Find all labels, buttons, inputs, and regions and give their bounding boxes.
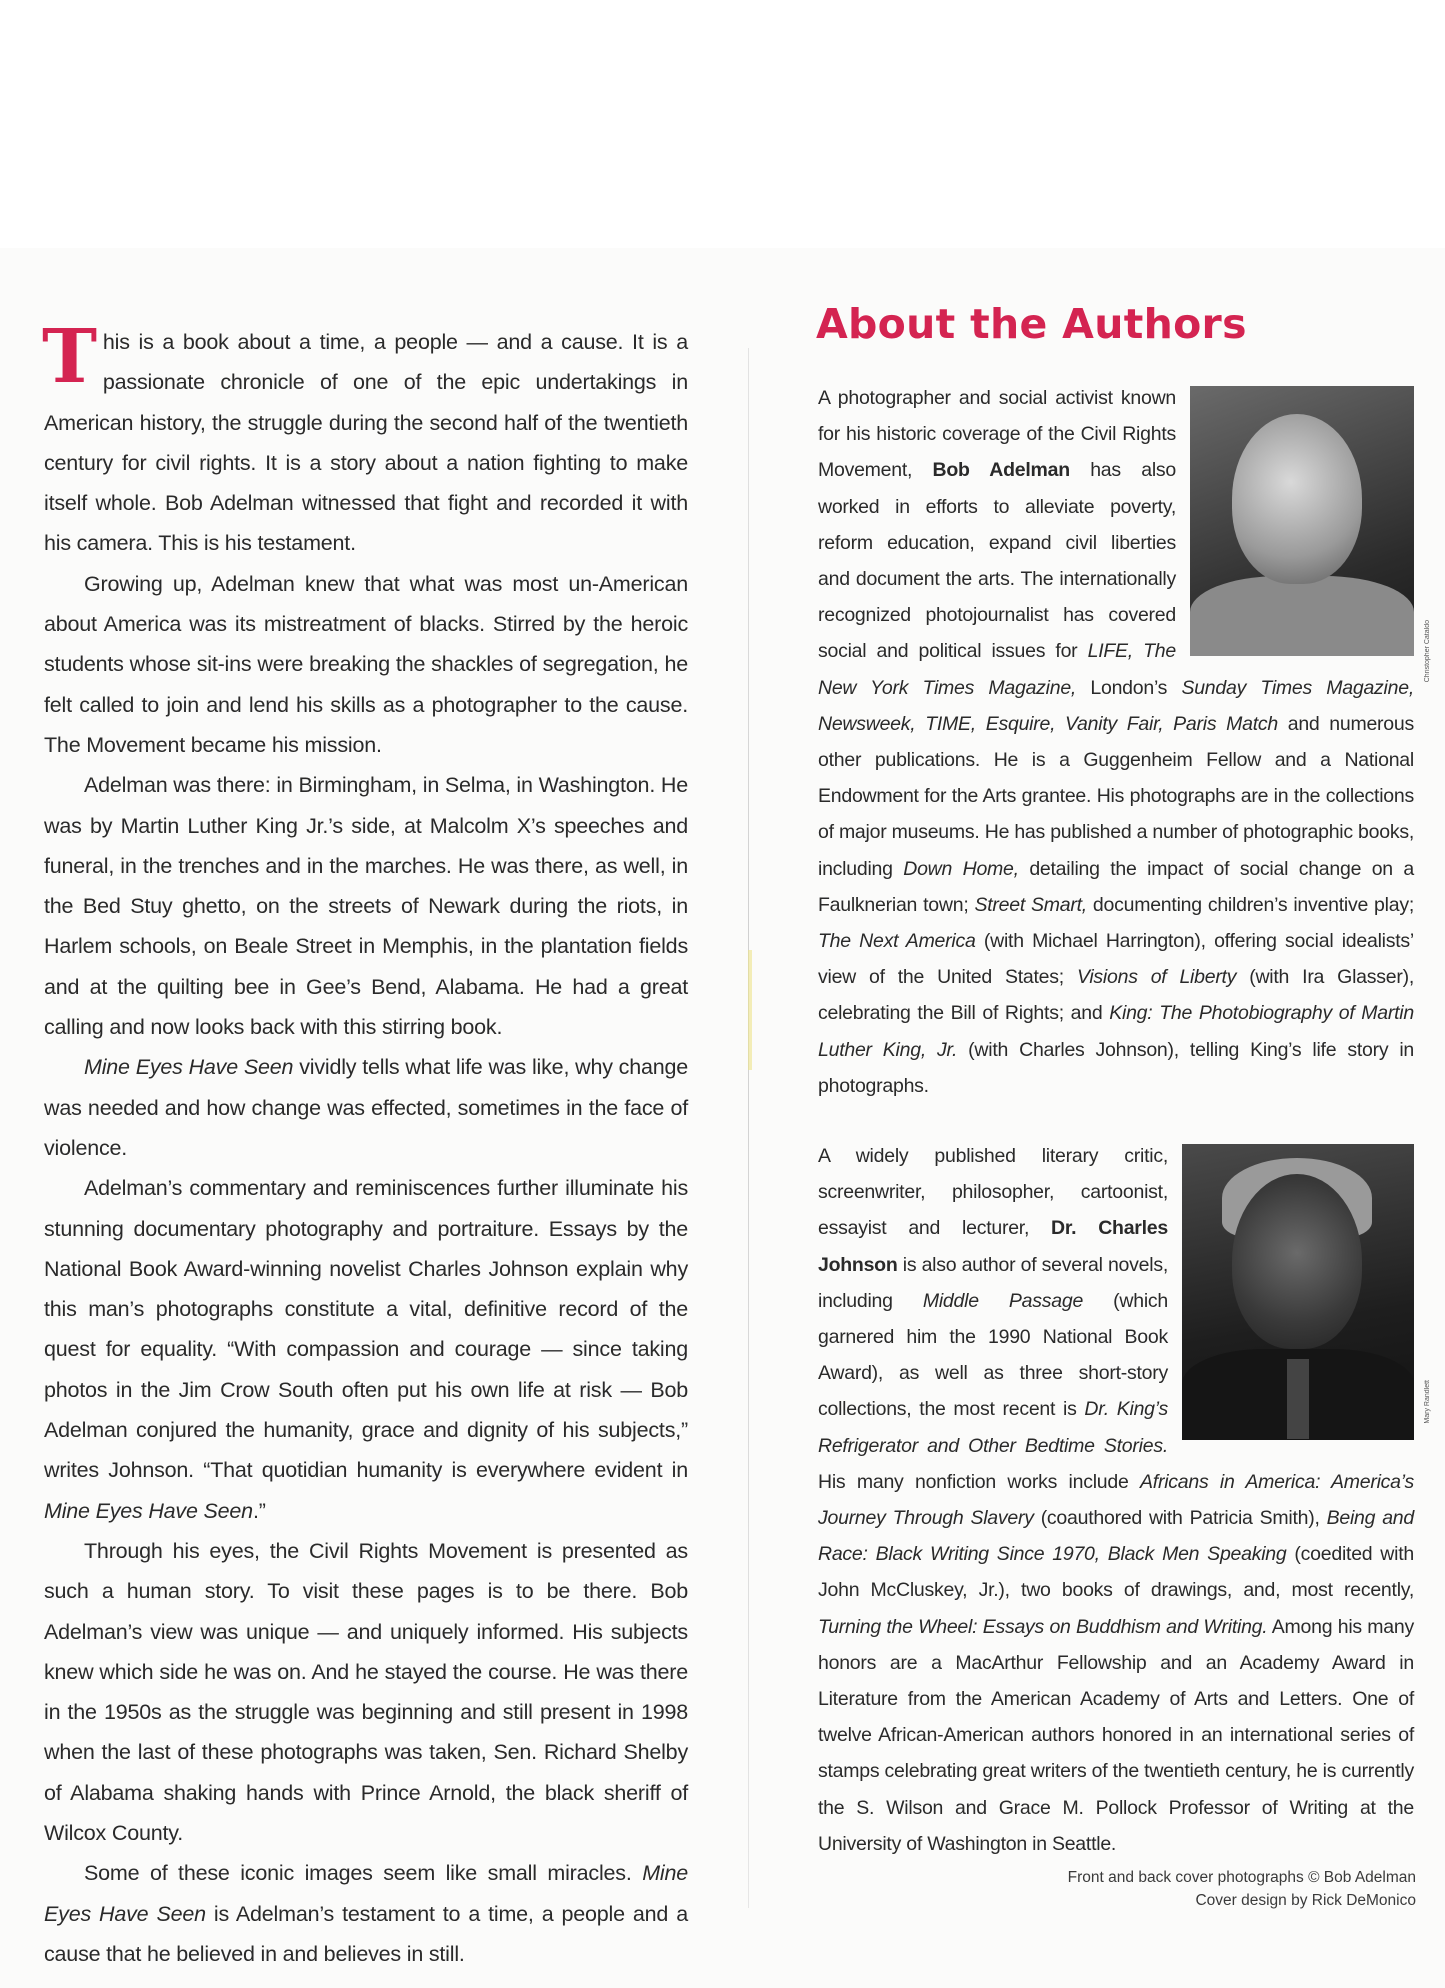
author-name: Bob Adelman xyxy=(932,459,1070,482)
drop-cap: T xyxy=(42,314,97,400)
photo-credit: Mary Randlett xyxy=(1424,1380,1431,1424)
author-name: Dr. Charles Johnson xyxy=(818,1217,1168,1276)
fold-highlight xyxy=(748,950,752,1070)
bio-bob-adelman: A photographer and social activist known for his historic coverage of the Civil Rights Movement, Bob Adelman has also worked in efforts to alleviate poverty, reform education, expand civil liberties and document the arts. The internationally recognized photojournalist has covered social and political issues for LIFE, The New York Times Magazine, London’s Sunday Times Magazine, Newsweek, TIME, Esquire, Vanity Fair, Paris Match and numerous other publications. He is a Guggenheim Fellow and a National Endowment for the Arts grantee. His photographs are in the collections of major museums. He has published a number of photographic books, including Down Home, detailing the impact of social change on a Faulknerian town; Street Smart, documenting children’s inventive play; The Next America (with Michael Harrington), offering social idealists’ view of the United States; Visions of Liberty (with Ira Glasser), celebrating the Bill of Rights; and King: The Photobiography of Martin Luther King, Jr. (with Charles Johnson), telling King’s life story in photographs. xyxy=(818,387,1415,1097)
paragraph-3: Adelman was there: in Birmingham, in Selma, in Washington. He was by Martin Luther King Jr.’s side, at Malcolm X’s speeches and funeral, in the trenches and in the marches. He was there, as well, in the Bed Stuy ghetto, on the streets of Newark during the riots, in Harlem schools, on Beale Street in Memphis, in the plantation fields and at the quilting bee in Gee’s Bend, Alabama. He had a great calling and now looks back with this stirring book. xyxy=(44,773,688,1040)
author-photo-adelman xyxy=(1190,386,1414,656)
page-fold xyxy=(748,348,749,1908)
paragraph-6: Through his eyes, the Civil Rights Movement is presented as such a human story. To visit these pages is to be there. Bob Adelman’s view was unique — and uniquely informed. His subjects knew which side he was on. And he stayed the course. He was there in the 1950s as the struggle was beginning and still present in 1998 when the last of these photographs was taken, Sen. Richard Shelby of Alabama shaking hands with Prince Arnold, the black sheriff of Wilcox County. xyxy=(44,1538,688,1845)
paragraph-7: Some of these iconic images seem like small miracles. Mine Eyes Have Seen is Adelman’s testament to a time, a people and a cause that he believed in and believes in still. xyxy=(44,1861,688,1966)
left-column xyxy=(42,314,688,1974)
section-heading: About the Authors xyxy=(816,300,1247,348)
author-photo-johnson xyxy=(1182,1144,1414,1440)
photo-credit: Christopher Cataldo xyxy=(1424,620,1431,683)
cover-credits: Front and back cover photographs © Bob Adelman Cover design by Rick DeMonico xyxy=(1067,1869,1416,1909)
paragraph-5: Adelman’s commentary and reminiscences further illuminate his stunning documentary photography and portraiture. Essays by the National Book Award-winning novelist Charles Johnson explain why this man’s photographs constitute a vital, definitive record of the quest for equality. “With compassion and courage — since taking photos in the Jim Crow South often put his own life at risk — Bob Adelman conjured the humanity, grace and dignity of his subjects,” writes Johnson. “That quotidian humanity is everywhere evident in Mine Eyes Have Seen.” xyxy=(44,1176,688,1523)
paragraph-2: Growing up, Adelman knew that what was most un-American about America was its mistreatment of blacks. Stirred by the heroic students whose sit-ins were breaking the shackles of segregation, he felt called to join and lend his skills as a photographer to the cause. The Movement became his mission. xyxy=(44,571,688,757)
paragraph-4: Mine Eyes Have Seen vividly tells what life was like, why change was needed and how change was effected, sometimes in the face of violence. xyxy=(44,1055,688,1160)
bio-charles-johnson: A widely published literary critic, screenwriter, philosopher, cartoonist, essayist and lecturer, Dr. Charles Johnson is also author of several novels, including Middle Passage (which garnered him the 1990 National Book Award), as well as three short-story collections, the most recent is Dr. King’s Refrigerator and Other Bedtime Stories. His many nonfiction works include Africans in America: America’s Journey Through Slavery (coauthored with Patricia Smith), Being and Race: Black Writing Since 1970, Black Men Speaking (coedited with John McCluskey, Jr.), two books of drawings, and, most recently, Turning the Wheel: Essays on Buddhism and Writing. Among his many honors are a MacArthur Fellowship and an Academy Award in Literature from the American Academy of Arts and Letters. One of twelve African-American authors honored in an international series of stamps celebrating great writers of the twentieth century, he is currently the S. Wilson and Grace M. Pollock Professor of Writing at the University of Washington in Seattle. xyxy=(818,1145,1414,1855)
paragraph-1: This is a book about a time, a people — and a cause. It is a passionate chronicle of one of the epic undertakings in American history, the struggle during the second half of the twentieth century for civil rights. It is a story about a nation fighting to make itself whole. Bob Adelman witnessed that fight and recorded it with his camera. This is his testament. xyxy=(42,314,688,556)
